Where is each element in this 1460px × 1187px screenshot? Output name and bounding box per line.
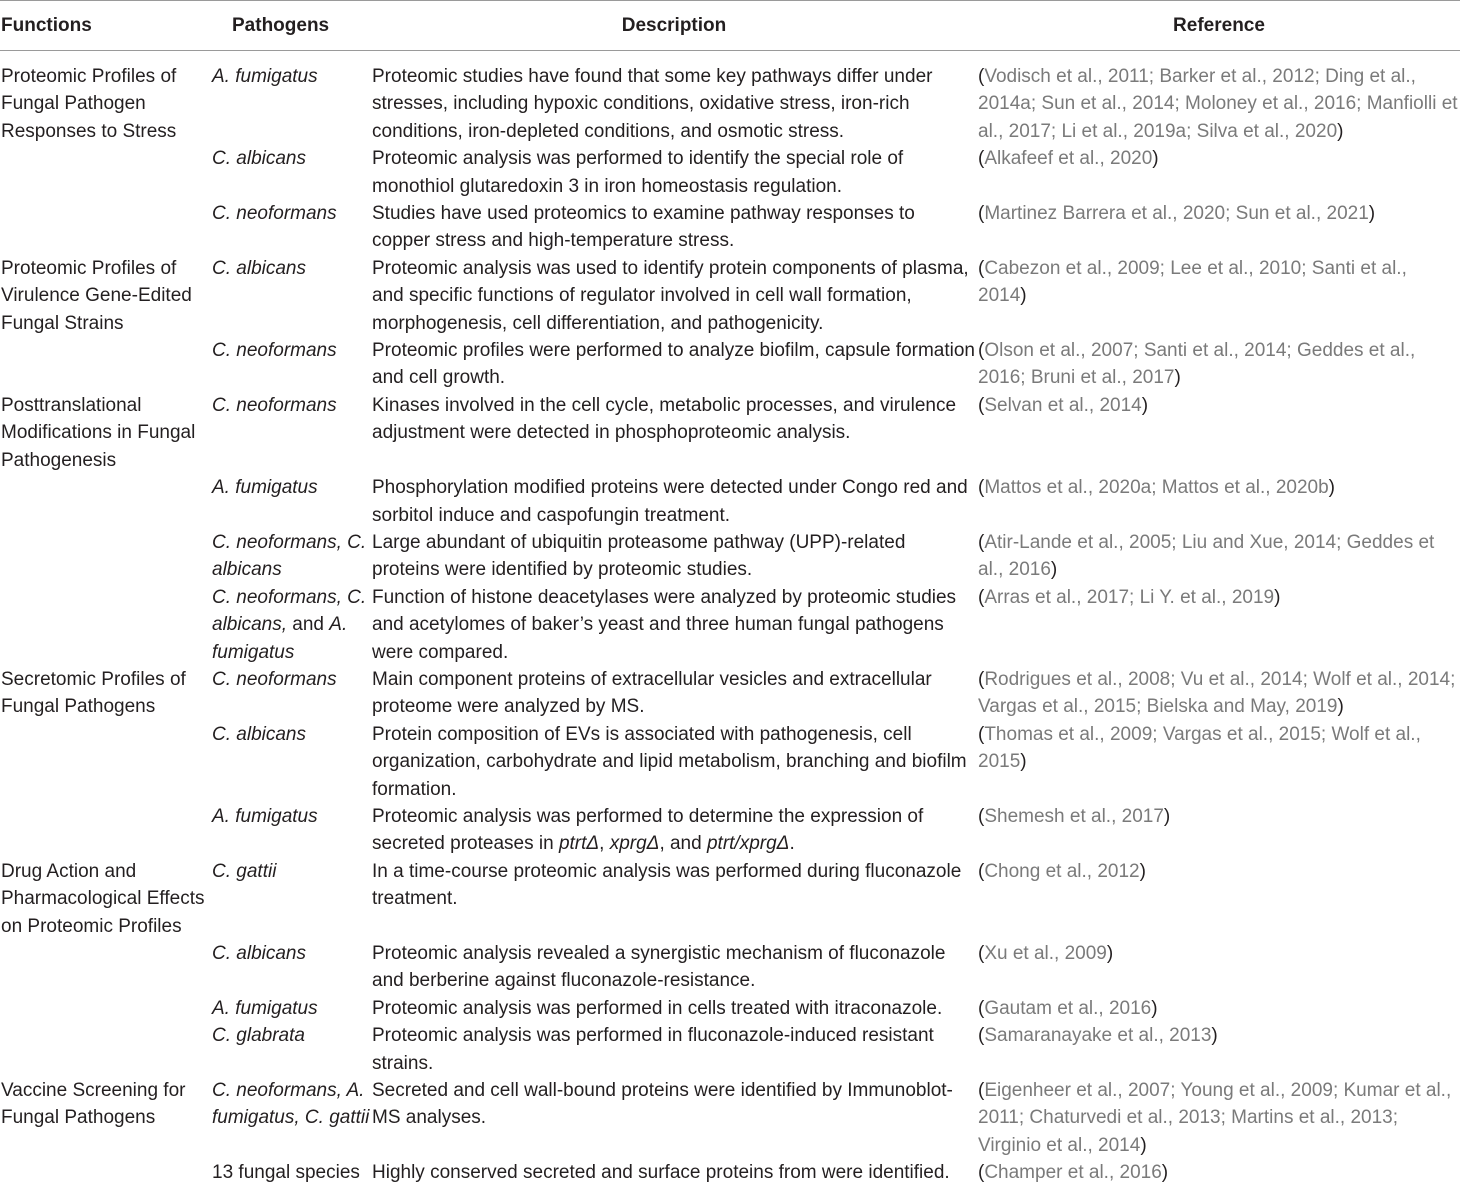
header-row bbox=[0, 1, 1460, 51]
cell-pathogen: C. albicans bbox=[212, 943, 306, 964]
table-row bbox=[0, 584, 1460, 666]
cell-function bbox=[0, 1022, 210, 1077]
table-row bbox=[0, 474, 1460, 529]
header-description: Description bbox=[370, 1, 978, 51]
cell-pathogen: 13 fungal species bbox=[212, 1162, 360, 1184]
reference-text[interactable]: Alkafeef et al., 2020 bbox=[984, 148, 1153, 170]
cell-reference: (Xu et al., 2009) bbox=[978, 943, 1114, 964]
cell-function bbox=[0, 584, 210, 666]
cell-pathogen: A. fumigatus bbox=[212, 805, 318, 827]
cell-function: Vaccine Screening for Fungal Pathogens bbox=[1, 1080, 186, 1129]
reference-text[interactable]: Shemesh et al., 2017 bbox=[984, 805, 1164, 827]
cell-pathogen: C. neoformans bbox=[212, 394, 337, 416]
cell-function bbox=[0, 474, 210, 529]
cell-pathogen: A. fumigatus bbox=[212, 477, 318, 499]
table-row bbox=[0, 51, 1460, 146]
cell-function bbox=[0, 145, 210, 200]
reference-text[interactable]: Chong et al., 2012 bbox=[984, 860, 1140, 882]
cell-function: Secretomic Profiles of Fungal Pathogens bbox=[1, 668, 186, 718]
reference-text[interactable]: Olson et al., 2007; Santi et al., 2014; Geddes et al., 2016; Bruni et al., 2017 bbox=[978, 340, 1416, 389]
table-row bbox=[0, 940, 1460, 995]
cell-function bbox=[0, 803, 210, 858]
cell-function: Proteomic Profiles of Fungal Pathogen Responses to Stress bbox=[1, 66, 177, 142]
cell-reference: (Shemesh et al., 2017) bbox=[978, 805, 1171, 827]
reference-text[interactable]: Selvan et al., 2014 bbox=[984, 394, 1142, 416]
reference-text[interactable]: Vodisch et al., 2011; Barker et al., 2012; Ding et al., 2014a; Sun et al., 2014; Moloney et al., 2016; Manfiolli et al., 2017; Li et al., 2019a; Silva et al., 2020 bbox=[978, 66, 1458, 142]
cell-description: Highly conserved secreted and surface proteins from were identified. bbox=[372, 1162, 950, 1184]
cell-function: Drug Action and Pharmacological Effects on Proteomic Profiles bbox=[1, 860, 205, 937]
table-body bbox=[0, 51, 1460, 1187]
cell-description: Studies have used proteomics to examine pathway responses to copper stress and high-temperature stress. bbox=[372, 203, 915, 252]
cell-pathogen: C. neoformans, A. fumigatus, C. gattii bbox=[212, 1080, 370, 1129]
cell-reference: (Samaranayake et al., 2013) bbox=[978, 1025, 1218, 1047]
cell-reference: (Eigenheer et al., 2007; Young et al., 2009; Kumar et al., 2011; Chaturvedi et al., 2013; Martins et al., 2013; Virginio et al., 2014) bbox=[978, 1080, 1452, 1156]
cell-reference: (Olson et al., 2007; Santi et al., 2014; Geddes et al., 2016; Bruni et al., 2017) bbox=[978, 340, 1416, 389]
cell-function bbox=[0, 529, 210, 584]
table-row bbox=[0, 392, 1460, 474]
cell-function bbox=[0, 337, 210, 392]
cell-pathogen: C. glabrata bbox=[212, 1025, 305, 1047]
cell-reference: (Cabezon et al., 2009; Lee et al., 2010; Santi et al., 2014) bbox=[978, 257, 1407, 307]
table-row bbox=[0, 255, 1460, 337]
reference-text[interactable]: Gautam et al., 2016 bbox=[984, 997, 1152, 1019]
cell-reference: (Atir-Lande et al., 2005; Liu and Xue, 2014; Geddes et al., 2016) bbox=[978, 531, 1435, 581]
table-row bbox=[0, 1077, 1460, 1159]
reference-text[interactable]: Mattos et al., 2020a; Mattos et al., 2020b bbox=[984, 477, 1329, 499]
cell-description: Proteomic studies have found that some key pathways differ under stresses, including hypoxic conditions, oxidative stress, iron-rich conditions, iron-depleted conditions, and osmotic stress. bbox=[372, 66, 933, 142]
table-row bbox=[0, 803, 1460, 858]
reference-text[interactable]: Martinez Barrera et al., 2020; Sun et al., 2021 bbox=[984, 203, 1369, 225]
reference-text[interactable]: Samaranayake et al., 2013 bbox=[984, 1025, 1212, 1047]
cell-function bbox=[0, 721, 210, 803]
table-row bbox=[0, 529, 1460, 584]
cell-description: Protein composition of EVs is associated with pathogenesis, cell organization, carbohydrate and lipid metabolism, branching and biofilm formation. bbox=[372, 723, 967, 800]
reference-text[interactable]: Eigenheer et al., 2007; Young et al., 2009; Kumar et al., 2011; Chaturvedi et al., 2013; Martins et al., 2013; Virginio et al., 2014 bbox=[978, 1080, 1452, 1156]
cell-pathogen: C. albicans bbox=[212, 148, 306, 170]
cell-reference: (Mattos et al., 2020a; Mattos et al., 2020b) bbox=[978, 477, 1335, 499]
cell-pathogen: C. albicans bbox=[212, 257, 306, 279]
reference-text[interactable]: Atir-Lande et al., 2005; Liu and Xue, 2014; Geddes et al., 2016 bbox=[978, 531, 1435, 581]
cell-pathogen: C. neoformans bbox=[212, 203, 337, 225]
cell-description: Proteomic analysis was used to identify protein components of plasma, and specific functions of regulator involved in cell wall formation, morphogenesis, cell differentiation, and pathogenicity. bbox=[372, 257, 969, 334]
cell-function bbox=[0, 940, 210, 995]
cell-description: Proteomic analysis was performed to identify the special role of monothiol glutaredoxin 3 in iron homeostasis regulation. bbox=[372, 148, 904, 197]
header-pathogens: Pathogens bbox=[210, 1, 370, 51]
cell-pathogen: A. fumigatus bbox=[212, 66, 318, 87]
cell-description: Proteomic analysis revealed a synergistic mechanism of fluconazole and berberine against fluconazole-resistance. bbox=[372, 943, 946, 992]
cell-description: Phosphorylation modified proteins were detected under Congo red and sorbitol induce and caspofungin treatment. bbox=[372, 477, 968, 526]
header-reference: Reference bbox=[978, 1, 1460, 51]
table-row bbox=[0, 1159, 1460, 1186]
cell-description: Proteomic analysis was performed to determine the expression of secreted proteases in ptrtΔ, xprgΔ, and ptrt/xprgΔ. bbox=[372, 805, 924, 855]
cell-pathogen: C. neoformans bbox=[212, 668, 337, 690]
cell-pathogen: C. neoformans, C. albicans, and A. fumigatus bbox=[212, 586, 367, 663]
reference-text[interactable]: Xu et al., 2009 bbox=[984, 943, 1107, 964]
cell-description: Kinases involved in the cell cycle, metabolic processes, and virulence adjustment were detected in phosphoproteomic analysis. bbox=[372, 394, 957, 444]
table-row bbox=[0, 1022, 1460, 1077]
cell-reference: (Chong et al., 2012) bbox=[978, 860, 1146, 882]
cell-pathogen: A. fumigatus bbox=[212, 997, 318, 1019]
table-row bbox=[0, 337, 1460, 392]
cell-reference: (Vodisch et al., 2011; Barker et al., 2012; Ding et al., 2014a; Sun et al., 2014; Moloney et al., 2016; Manfiolli et al., 2017; Li et al., 2019a; Silva et al., 2020) bbox=[978, 66, 1458, 142]
reference-text[interactable]: Cabezon et al., 2009; Lee et al., 2010; Santi et al., 2014 bbox=[978, 257, 1407, 307]
cell-description: Function of histone deacetylases were analyzed by proteomic studies and acetylomes of baker’s yeast and three human fungal pathogens were compared. bbox=[372, 586, 957, 663]
cell-description: Proteomic profiles were performed to analyze biofilm, capsule formation and cell growth. bbox=[372, 340, 975, 389]
cell-description: Large abundant of ubiquitin proteasome pathway (UPP)-related proteins were identified by proteomic studies. bbox=[372, 531, 906, 581]
cell-reference: (Rodrigues et al., 2008; Vu et al., 2014; Wolf et al., 2014; Vargas et al., 2015; Bielska and May, 2019) bbox=[978, 668, 1456, 718]
cell-function: Posttranslational Modifications in Fungal Pathogenesis bbox=[1, 394, 196, 471]
cell-reference: (Champer et al., 2016) bbox=[978, 1162, 1169, 1184]
reference-text[interactable]: Champer et al., 2016 bbox=[984, 1162, 1162, 1184]
cell-function: Proteomic Profiles of Virulence Gene-Edited Fungal Strains bbox=[1, 257, 192, 334]
cell-description: In a time-course proteomic analysis was performed during fluconazole treatment. bbox=[372, 860, 962, 910]
reference-text[interactable]: Thomas et al., 2009; Vargas et al., 2015; Wolf et al., 2015 bbox=[978, 723, 1421, 773]
cell-description: Main component proteins of extracellular vesicles and extracellular proteome were analyzed by MS. bbox=[372, 668, 932, 718]
cell-reference: (Martinez Barrera et al., 2020; Sun et al., 2021) bbox=[978, 203, 1376, 225]
cell-description: Proteomic analysis was performed in fluconazole-induced resistant strains. bbox=[372, 1025, 934, 1074]
cell-reference: (Arras et al., 2017; Li Y. et al., 2019) bbox=[978, 586, 1281, 608]
cell-pathogen: C. gattii bbox=[212, 860, 277, 882]
cell-description: Secreted and cell wall-bound proteins were identified by Immunoblot-MS analyses. bbox=[372, 1080, 953, 1129]
cell-pathogen: C. albicans bbox=[212, 723, 306, 745]
table-row bbox=[0, 858, 1460, 940]
table-row bbox=[0, 145, 1460, 200]
reference-text[interactable]: Arras et al., 2017; Li Y. et al., 2019 bbox=[984, 586, 1275, 608]
reference-text[interactable]: Rodrigues et al., 2008; Vu et al., 2014; Wolf et al., 2014; Vargas et al., 2015; Bielska and May, 2019 bbox=[978, 668, 1456, 718]
cell-function bbox=[0, 200, 210, 255]
cell-reference: (Selvan et al., 2014) bbox=[978, 394, 1149, 416]
cell-pathogen: C. neoformans bbox=[212, 340, 337, 362]
table-row bbox=[0, 200, 1460, 255]
table-row bbox=[0, 995, 1460, 1022]
cell-reference: (Thomas et al., 2009; Vargas et al., 2015; Wolf et al., 2015) bbox=[978, 723, 1421, 773]
cell-description: Proteomic analysis was performed in cells treated with itraconazole. bbox=[372, 997, 943, 1019]
header-functions: Functions bbox=[0, 1, 210, 51]
cell-reference: (Alkafeef et al., 2020) bbox=[978, 148, 1159, 170]
table-row bbox=[0, 666, 1460, 721]
cell-pathogen: C. neoformans, C. albicans bbox=[212, 531, 367, 581]
cell-function bbox=[0, 1159, 210, 1186]
cell-reference: (Gautam et al., 2016) bbox=[978, 997, 1158, 1019]
table-row bbox=[0, 721, 1460, 803]
cell-function bbox=[0, 995, 210, 1022]
